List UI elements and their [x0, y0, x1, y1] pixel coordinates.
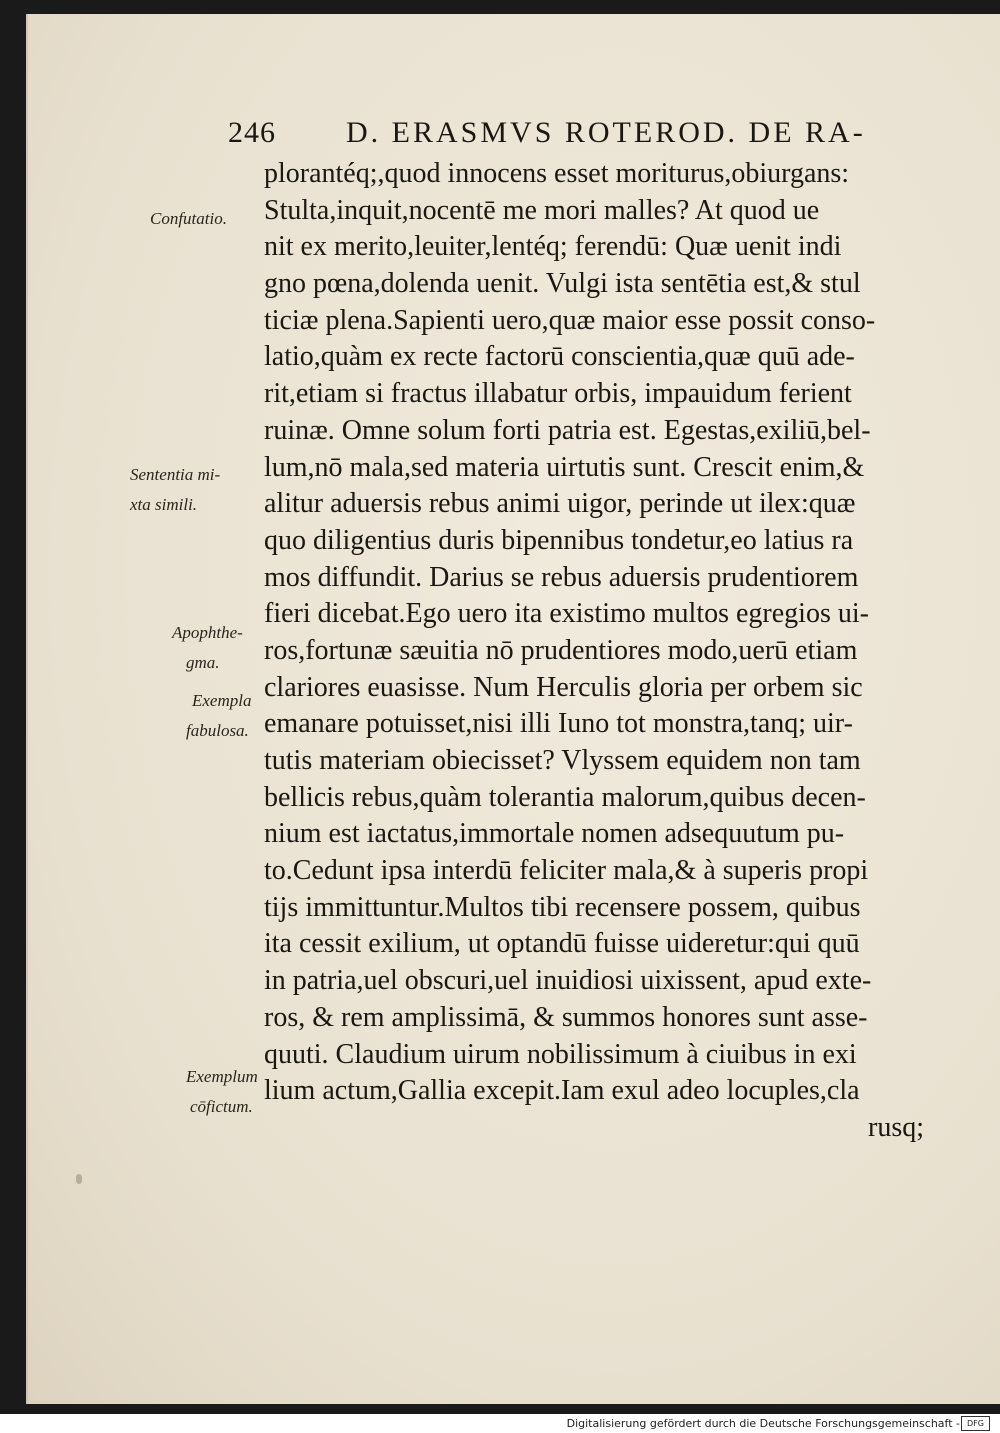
text-line: latio,quàm ex recte factorū conscientia,quæ quū ade- [264, 341, 855, 373]
text-line: plorantéq;,quod innocens esset moriturus,obiurgans: [264, 158, 850, 189]
text-line: tutis materiam obiecisset? Vlyssem equidem non tam [264, 745, 861, 776]
text-line: emanare potuisset,nisi illi Iuno tot monstra,tanq; uir- [264, 708, 853, 740]
text-line: ros,fortunæ sæuitia nō prudentiores modo,uerū etiam [264, 634, 858, 666]
text-line: quo diligentius duris bipennibus tondetur,eo latius ra [264, 524, 854, 556]
margin-note-exemplum: Exemplum [186, 1067, 258, 1086]
margin-note-exempla: Exempla [192, 691, 252, 710]
margin-note-sententia: Sententia mi- [130, 465, 221, 484]
main-text-block [264, 156, 964, 1147]
text-line: to.Cedunt ipsa interdū feliciter mala,& à superis propi [264, 855, 869, 887]
text-line: bellicis rebus,quàm tolerantia malorum,quibus decen- [264, 781, 866, 813]
running-head: D. ERASMVS ROTEROD. DE RA- [346, 116, 866, 149]
text-line: in patria,uel obscuri,uel inuidiosi uixissent, apud exte- [264, 965, 872, 997]
footer-credit: Digitalisierung gefördert durch die Deutsche Forschungsgemeinschaft - [566, 1417, 960, 1430]
text-line: ruinæ. Omne solum forti patria est. Egestas,exiliū,bel- [264, 414, 871, 446]
text-line: nium est iactatus,immortale nomen adsequutum pu- [264, 818, 845, 850]
text-line: fieri dicebat.Ego uero ita existimo multos egregios ui- [264, 598, 869, 630]
margin-note-exemplum-cont: cōfictum. [190, 1097, 253, 1116]
margin-note-apophthegma: Apophthe- [172, 623, 243, 642]
text-line: gno pœna,dolenda uenit. Vulgi ista sentētia est,& stul [264, 268, 861, 300]
margin-note-apophthegma-cont: gma. [186, 653, 220, 672]
text-line: clariores euasisse. Num Herculis gloria per orbem sic [264, 671, 863, 703]
text-line: Stulta,inquit,nocentē me mori malles? At quod ue [264, 194, 820, 226]
paper-stain [76, 1174, 82, 1184]
text-line: rit,etiam si fractus illabatur orbis, impauidum ferient [264, 378, 852, 410]
dfg-logo: DFG [961, 1416, 990, 1431]
page-number: 246 [228, 116, 276, 149]
text-line: alitur aduersis rebus animi uigor, perinde ut ilex:quæ [264, 488, 856, 520]
catchword: rusq; [868, 1111, 924, 1143]
margin-note-sententia-cont: xta simili. [130, 495, 198, 514]
text-line: ita cessit exilium, ut optandū fuisse uideretur:qui quū [264, 928, 860, 960]
text-line: lium actum,Gallia excepit.Iam exul adeo locuples,cla [264, 1075, 860, 1107]
text-line: ros, & rem amplissimā, & summos honores sunt asse- [264, 1001, 868, 1033]
text-line: lum,nō mala,sed materia uirtutis sunt. Crescit enim,& [264, 451, 865, 483]
running-header [228, 116, 928, 156]
margin-note-confutatio: Confutatio. [150, 209, 227, 228]
margin-note-exempla-cont: fabulosa. [186, 721, 249, 740]
text-line: mos diffundit. Darius se rebus aduersis prudentiorem [264, 561, 859, 593]
text-line: ticiæ plena.Sapienti uero,quæ maior esse possit conso- [264, 304, 876, 336]
text-line: nit ex merito,leuiter,lentéq; ferendū: Quæ uenit indi [264, 231, 842, 263]
text-line: tijs immittuntur.Multos tibi recensere possem, quibus [264, 891, 861, 923]
text-line: quuti. Claudium uirum nobilissimum à ciuibus in exi [264, 1038, 857, 1070]
